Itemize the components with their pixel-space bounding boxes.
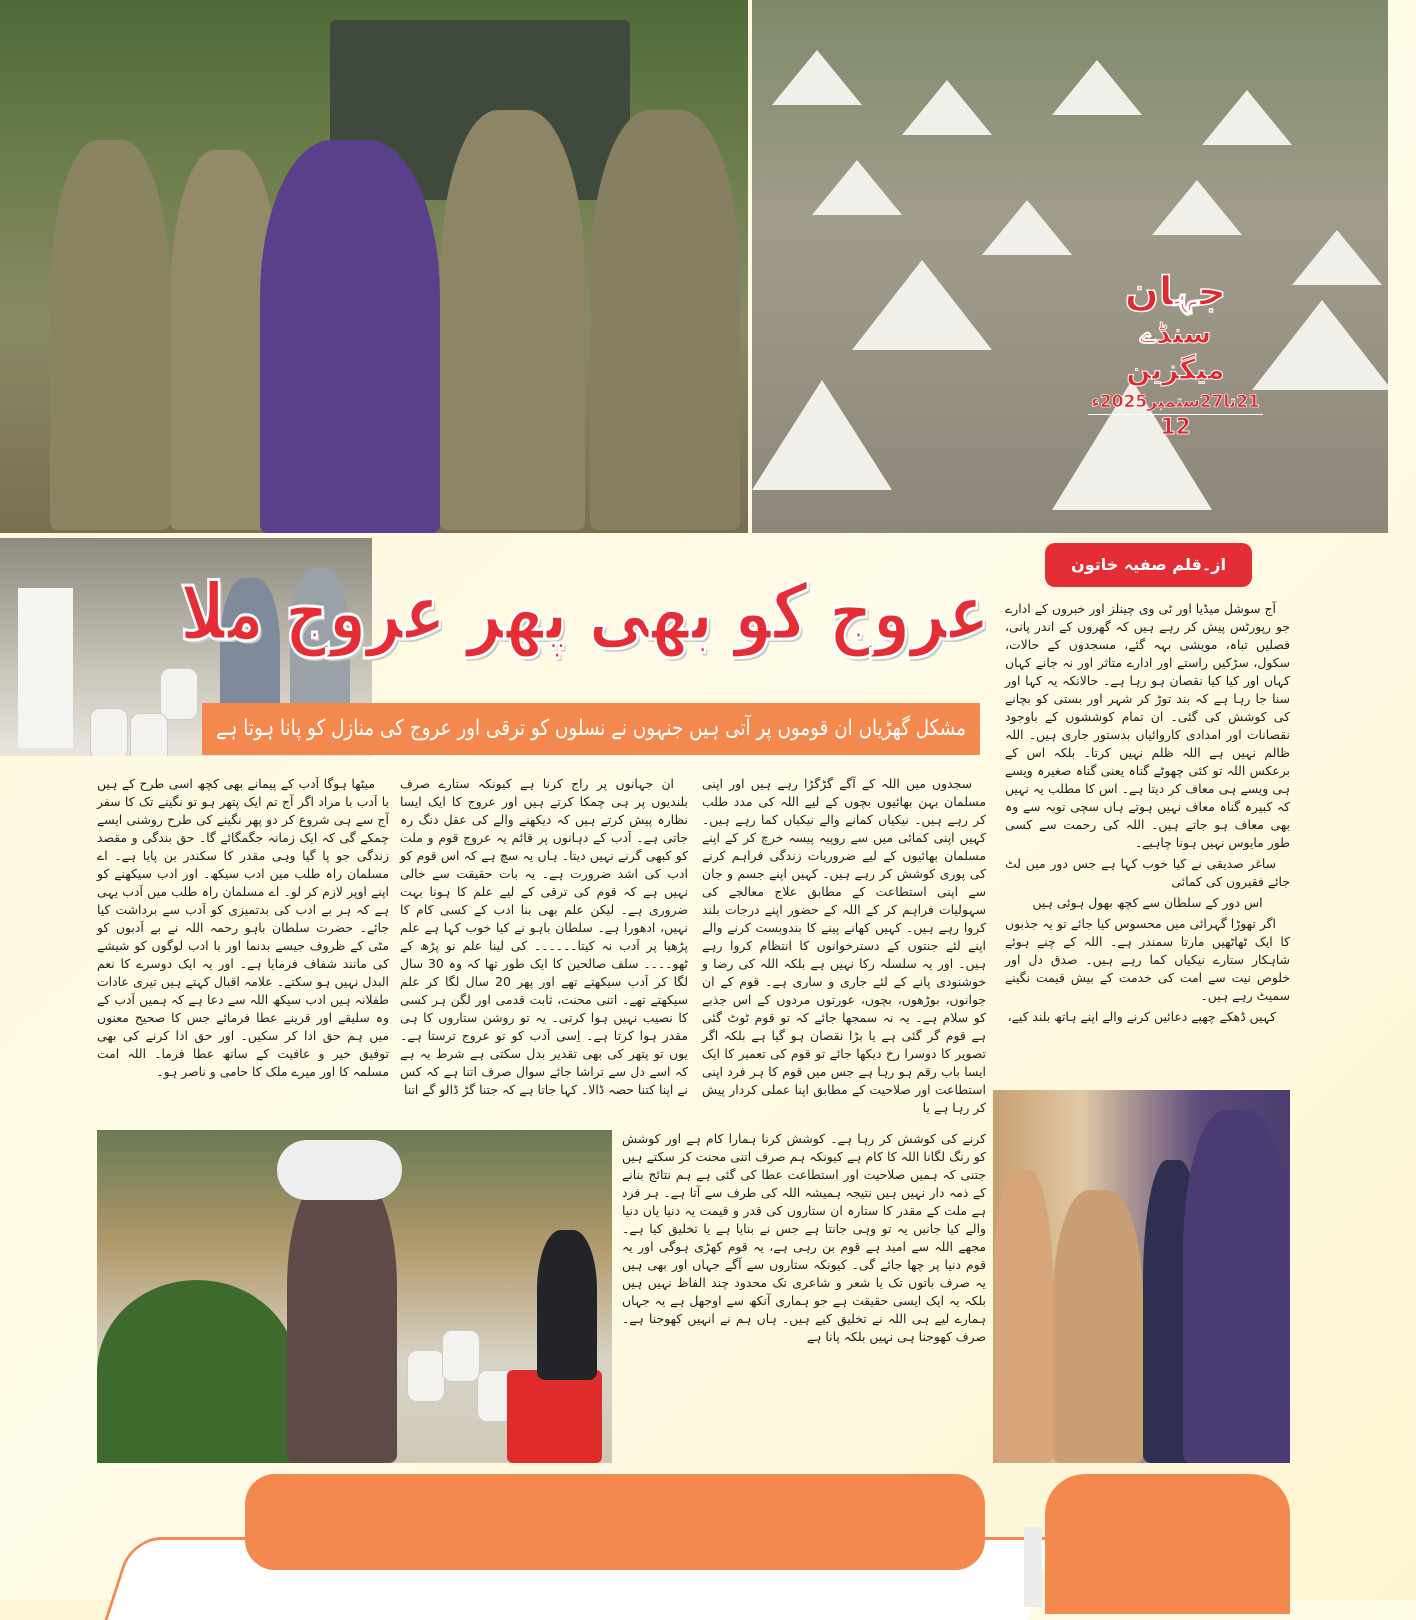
footer-divider — [1024, 1527, 1042, 1607]
photo-man-with-women — [993, 1090, 1290, 1463]
article-headline: عروج کو بھی پھر عروج ملا — [180, 568, 990, 658]
article-column-right — [1005, 600, 1290, 1029]
man-purple-figure — [260, 140, 440, 533]
masthead-title: جہان — [1124, 269, 1227, 315]
red-tub — [507, 1370, 602, 1463]
article-column-2 — [400, 775, 688, 1102]
paragraph: سجدوں میں اللہ کے آگے گڑگڑا رہے ہیں اور اپنی مسلمان بہن بھائیوں بچوں کے لیے اللہ کی مدد طلب کر رہے ہیں۔ نیکیاں کمانے والے نیکیاں کما رہے ہیں۔ کہیں اپنی کمائی میں سے روپیہ پیسہ خرچ کر کے اپنے مسلمان بھائیوں کے لیے ضروریات زندگی فراہم کرنے کی پوری کوشش کر رہے ہیں۔ کہیں اپنے جسم و جان سے اپنی استطاعت کے مطابق علاج معالجے کی سہولیات فراہم کر کے اللہ کے حضور اپنے درجات بلند کروا رہے ہیں۔ کہیں کھانے پینے کا بندوبست کرنے والے اپنے لئے جنتوں کے دسترخوانوں کا انتظام کروا رہے ہیں۔ اور یہ سلسلہ رکا نہیں ہے بلکہ اللہ کی رضا و خوشنودی پانے کے لئے جاری و ساری ہے۔ قوم کے ان جوانوں، بوڑھوں، بچوں، عورتوں مردوں کے اس جذبے کو سلام ہے۔ یہ نہ سمجھا جائے کہ تو قوم ٹوٹ گئی ہے قوم گر گئی ہے یا بڑا نقصان ہو گیا ہے بلکہ اگر تصویر کا دوسرا رخ دیکھا جائے تو قوم کی تعمیر کا ایک ایسا باب رقم ہو رہا ہے جس میں قوم کا ہر فرد اپنی استطاعت اور صلاحیت کے مطابق اپنا عملی کردار پیش کر رہا ہے یا — [702, 776, 986, 1115]
soldier-figure — [440, 110, 585, 530]
subheadline-bar — [202, 703, 980, 755]
banner-board — [18, 588, 73, 748]
article-column-1 — [702, 775, 986, 1120]
article-column-1-continued — [622, 1130, 986, 1349]
masthead — [1088, 268, 1263, 440]
article-subheadline: مشکل گھڑیاں ان قوموں پر آتی ہیں جنہوں نے نسلوں کو ترقی اور عروج کی منازل کو پانا ہوتا ہے — [216, 716, 966, 741]
paragraph: اگر تھوڑا گہرائی میں محسوس کیا جائے تو یہ جذبوں کا ایک ٹھاٹھیں مارتا سمندر ہے۔ اللہ کے چنے ہوئے شاہکار ستارے نیکیاں کما رہے ہیں۔ صدق دل اور خلوص نیت سے امت کی خدمت کے بیش قیمت نگینے سمیٹ رہے ہیں۔ — [1005, 916, 1290, 1003]
plant-shape — [97, 1280, 297, 1463]
page-number: 12 — [1160, 415, 1191, 440]
man-carrying-sack — [287, 1170, 397, 1463]
article-column-3 — [97, 775, 389, 1084]
sack-on-head — [277, 1140, 402, 1200]
paragraph: کہیں ڈھکے چھپے دعائیں کرنے والے اپنے ہاتھ بلند کیے، — [1007, 1009, 1276, 1024]
paragraph: ساغر صدیقی نے کیا خوب کہا ہے جس دور میں لٹ جائے فقیروں کی کمائی — [1005, 856, 1290, 889]
paragraph: کرنے کی کوشش کر رہا ہے۔ کوشش کرنا ہمارا کام ہے اور کوشش کو رنگ لگانا اللہ کا کام ہے کیونکہ ہم صرف اتنی محنت کر سکتے ہیں جتنی کہ ہمیں صلاحیت اور استطاعت عطا کی گئی ہے ہم نتائج بنانے کے ذمہ دار نہیں ہیں نتیجہ ہمیشہ اللہ کی طرف سے آتا ہے۔ ہر فرد ہے ملت کے مقدر کا ستارہ ان ستاروں کی قدر و قیمت یہ دنیا یاں دنیا والے کیا جانیں یہ تو وہی جانتا ہے جس نے بنایا ہے یا تخلیق کیا ہے۔ مجھے اللہ سے امید ہے قوم بن رہی ہے، یہ قوم کھڑی ہوگی اور یہ قوم دنیا پر چھا جائے گی۔ کیونکہ ستاروں سے آگے جہاں اور بھی ہیں یہ صرف باتوں تک یا شعر و شاعری تک محدود چند الفاظ نہیں ہیں بلکہ یہ ایک ایسی حقیقت ہے جو ہماری آنکھ سے اوجھل ہے یہ جہاں ہمارے لیے ہی اللہ نے تخلیق کیے ہیں۔ ہاں ہم نے انہیں کھوجنا ہے۔ صرف کھوجنا ہی نہیں بلکہ پانا ہے — [622, 1131, 986, 1344]
issue-date: 21تا27ستمبر2025ء — [1088, 392, 1263, 415]
footer-orange-tab — [1045, 1474, 1290, 1614]
masthead-subtitle: سنڈے میگزین — [1126, 317, 1225, 386]
author-byline: از۔قلم صفیہ خاتون — [1045, 543, 1252, 587]
photo-relief-tents — [752, 0, 1388, 533]
soldier-figure — [590, 110, 740, 530]
photo-aid-sacks-market — [97, 1130, 612, 1463]
soldier-figure — [50, 140, 170, 530]
paragraph: آج سوشل میڈیا اور ٹی وی چینلز اور خبروں کے ادارے جو رپورٹس پیش کر رہے ہیں کہ گھروں کے اندر پانی، فصلیں تباہ، مویشی بہہ گئے، مسجدوں کے حالات، سکول، سڑکیں راستے اور ادارے متاثر اور نہ جانے کہاں کہاں اور کیا کیا نقصان ہو رہا ہے۔ حالانکہ یہ کہا اور سنا جا رہا ہے کہ بند توڑ کر شہر اور بستی کو بچانے کی کوشش کی گئی۔ ان تمام کوششوں کے باوجود نقصانات اور امدادی کاروائیاں بدستور جاری ہیں۔ اللہ ظالم نہیں ہے اللہ ظلم نہیں کرتا۔ بلکہ اس کے برعکس اللہ تو کئی چھوٹے گناہ یعنی گناہ صغیرہ ویسے ہی ویسے ہی معاف کر دیتا ہے۔ اس کا مطلب یہ نہیں کہ کبیرہ گناہ معاف نہیں ہوتے ہاں سچی توبہ سے وہ بھی معاف ہو جاتے ہیں۔ اللہ کی رحمت سے کسی طور مایوس نہیں ہونا چاہیے۔ — [1005, 601, 1290, 850]
paragraph: ان جہانوں پر راج کرنا ہے کیونکہ ستارے صرف بلندیوں پر ہی چمکا کرتے ہیں اور عروج کا ایک ایسا نظارہ پیش کرتے ہیں کہ دیکھنے والے کی عقل دنگ رہ جاتی ہے۔ اَدب کے دہانوں پر قائم یہ عروج قوم و ملت کو کبھی گرنے نہیں دیتا۔ ہاں یہ سچ ہے کہ اس قوم کو ادب کی اشد ضرورت ہے۔ یہ بات حقیقت سے خالی نہیں ہے کہ قوم کی ترقی کے لیے علم کا ہونا بہت ضروری ہے۔ لیکن علم بھی بنا ادب کے کسی کام کا نہیں، ادھورا ہے۔ سلطان باہو نے کیا خوب کہا ہے علم پڑھیا پر اَدب نہ کیتا۔۔۔۔۔۔ کی لینا علم نو پڑھ کے ٹھو۔۔۔۔ سلف صالحین کا ایک طور تھا کہ وہ 30 سال لگا کر اَدب سیکھتے تھے اور پھر 20 سال لگا کر علم سیکھتے تھے۔ اتنی محنت، ثابت قدمی اور لگن ہر کسی کا نصیب نہیں ہوا کرتی۔ یہ تو روشن ستاروں کا ہی مقدر ہوا کرتا ہے۔ اِسی اَدب کو تو عروج ترستا ہے۔ یوں تو پتھر کی بھی تقدیر بدل سکتی ہے شرط یہ ہے کہ اسے دل سے تراشا جائے سوال صرف اتنا ہے کہ کس نے اپنا کتنا حصہ ڈالا۔ کہا جاتا ہے کہ جتنا گڑ ڈالو گے اتنا — [400, 776, 688, 1097]
photo-soldiers-handshake — [0, 0, 748, 533]
verse-line: اس دور کے سلطان سے کچھ بھول ہوئی ہیں — [1032, 895, 1263, 910]
footer-orange-banner — [245, 1474, 985, 1570]
paragraph: میٹھا ہوگا اَدب کے پیمانے بھی کچھ اسی طرح کے ہیں با اَدب با مراد اگر آج تم ایک پتھر ہو تو نگینے تک کا سفر آج سے ہی شروع کر دو پھر نگینے کی طرح روشنی ایسے چمکے گی کہ ایک زمانہ جگمگائے گا۔ حق بندگی و مقصد زندگی جو پا گیا وہی مقدر کا سکندر بن پایا ہے۔ اے مسلمان راہ طلب میں ادب سیکھ۔ اور ادب سیکھنے کو اپنے اوپر لازم کر لو۔ اے مسلمان راہ طلب میں اَدب یہی ہے کہ ہر بے ادب کی بدتمیزی کو اَدب سے برداشت کیا جائے۔ حضرت سلطان باہو رحمہ اللہ نے بے اَدبوں کو مٹی کے ظروف جیسے بدنما اور با ادب لوگوں کو شیشے کی مانند شفاف فرمایا ہے۔ اور یہ ایک دوسرے کا نعم البدل نہیں ہو سکتے۔ علامہ اقبال کہتے ہیں تیری عادات طفلانہ ہیں ادب سیکھ اللہ سے دعا ہے کہ ہمیں اَدب کے وہ سلیقے اور قرینے عطا فرمائے جس کا صحیح معنوں میں ہم حق ادا کر سکیں۔ اور حق ادا کرنے کی بھی توفیق خیر و عافیت کے ساتھ عطا فرما۔ اللہ امت مسلمہ کا اور میرے ملک کا حامی و ناصر ہو۔ — [97, 776, 389, 1079]
